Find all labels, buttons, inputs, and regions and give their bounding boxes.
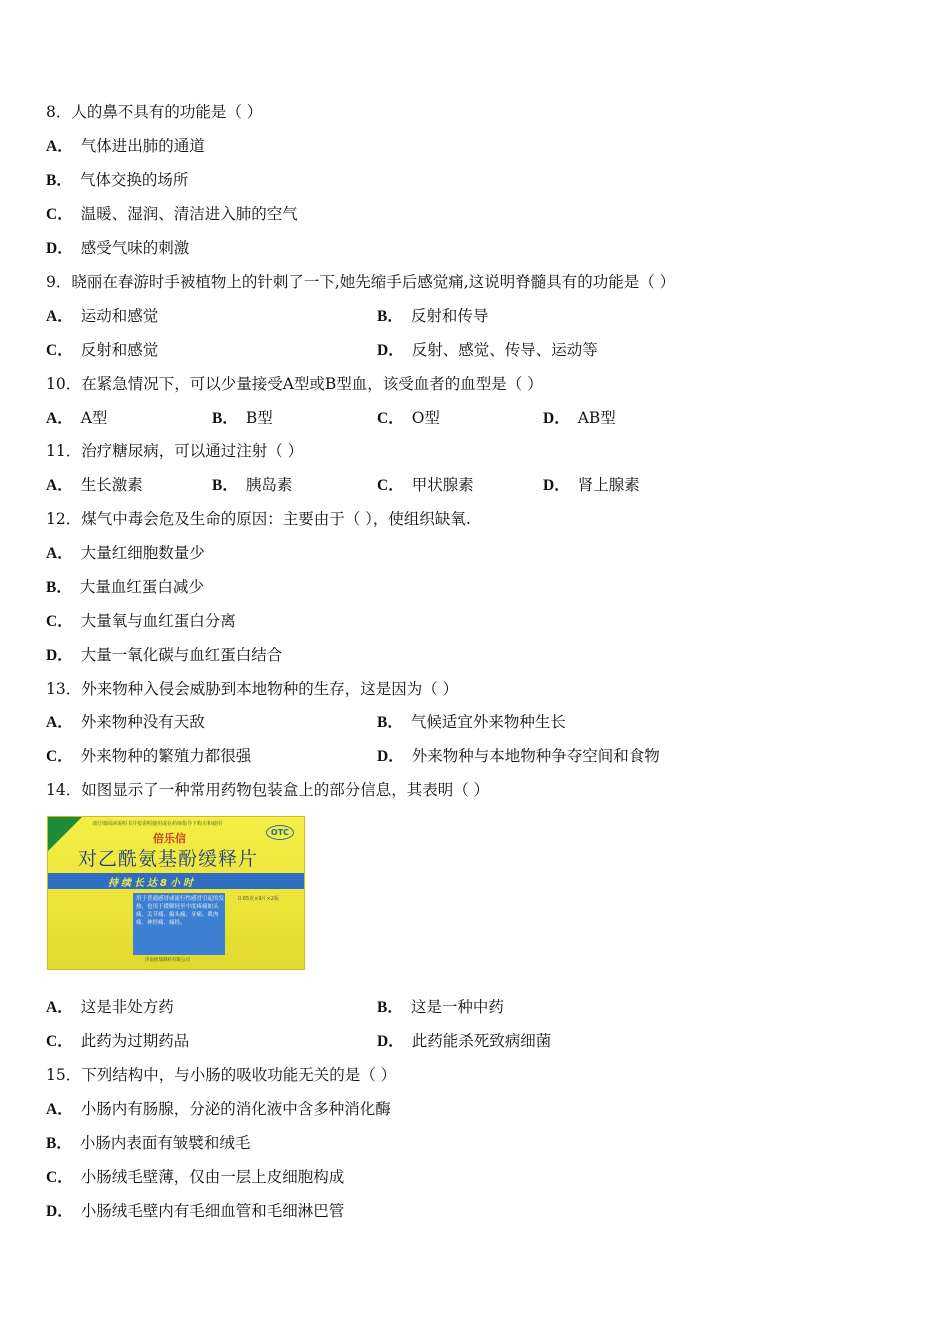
q14-option-c[interactable] (46, 1031, 189, 1052)
option-label: D． (543, 410, 570, 427)
option-text: 甲状腺素 (411, 476, 474, 494)
option-text: 气候适宜外来物种生长 (410, 713, 566, 731)
option-text: 气体进出肺的通道 (80, 137, 205, 155)
box-top-note: 请仔细阅读说明书并按说明使用或在药师指导下购买和使用 (92, 821, 223, 827)
q9-options-row-2 (46, 340, 846, 360)
q9-options-row-1 (46, 306, 846, 326)
option-label: C． (46, 1169, 73, 1186)
option-text: 大量血红蛋白减少 (79, 578, 204, 596)
option-label: A． (46, 410, 73, 427)
question-8-stem: 8．人的鼻不具有的功能是（ ） (46, 103, 263, 121)
question-13-stem: 13．外来物种入侵会威胁到本地物种的生存，这是因为（ ） (46, 680, 459, 698)
option-label: D． (543, 477, 570, 494)
q13-option-c[interactable] (46, 746, 251, 767)
q15-option-a[interactable] (46, 1099, 391, 1120)
option-label: B． (212, 410, 238, 427)
q13-options-row-2 (46, 746, 846, 766)
option-label: C． (46, 1033, 73, 1050)
box-maker: 济南恒瑞制药有限公司 (145, 958, 190, 963)
q13-options-row-1 (46, 712, 846, 732)
q10-option-d[interactable] (543, 408, 616, 429)
option-text: 小肠内有肠腺，分泌的消化液中含多种消化酶 (80, 1100, 391, 1118)
option-text: 外来物种的繁殖力都很强 (80, 747, 252, 765)
q13-option-b[interactable] (377, 712, 566, 733)
option-text: 胰岛素 (245, 476, 293, 494)
option-label: C． (377, 410, 404, 427)
q12-option-c[interactable] (46, 611, 236, 632)
question-10-stem: 10．在紧急情况下，可以少量接受A型或B型血，该受血者的血型是（ ） (46, 375, 543, 393)
green-corner-shape (48, 817, 82, 851)
option-text: 肾上腺素 (577, 476, 640, 494)
q14-options-row-2 (46, 1031, 846, 1051)
option-label: B． (46, 579, 72, 596)
q13-option-a[interactable] (46, 712, 205, 733)
option-label: A． (46, 714, 73, 731)
option-text: 外来物种与本地物种争夺空间和食物 (411, 747, 660, 765)
option-label: B． (212, 477, 238, 494)
option-label: C． (46, 342, 73, 359)
q14-options-row-1 (46, 997, 846, 1017)
box-spec: 0.65克×9片×2板 (238, 896, 279, 902)
option-label: B． (377, 308, 403, 325)
box-panel-text: 用于普通感冒或流行性感冒引起的发热，也用于缓解轻至中度疼痛如头痛、关节痛、偏头痛、牙痛、肌肉痛、神经痛、痛经。 (136, 896, 225, 926)
option-label: A． (46, 308, 73, 325)
option-label: B． (46, 172, 72, 189)
q9-option-d[interactable] (377, 340, 598, 361)
option-text: AB型 (577, 409, 616, 427)
option-label: A． (46, 138, 73, 155)
otc-badge: OTC (266, 825, 294, 840)
q10-option-a[interactable] (46, 408, 107, 429)
option-text: 小肠内表面有皱襞和绒毛 (79, 1134, 251, 1152)
option-label: D． (377, 342, 404, 359)
q8-option-d[interactable] (46, 238, 189, 259)
q15-option-b[interactable] (46, 1133, 250, 1154)
q8-option-a[interactable] (46, 136, 205, 157)
medicine-box-image (47, 816, 305, 970)
option-text: 小肠绒毛壁薄，仅由一层上皮细胞构成 (80, 1168, 345, 1186)
q11-option-c[interactable] (377, 475, 474, 496)
option-text: O型 (411, 409, 440, 427)
q13-option-d[interactable] (377, 746, 660, 767)
option-text: 感受气味的刺激 (80, 239, 190, 257)
q12-option-d[interactable] (46, 645, 282, 666)
q11-option-b[interactable] (212, 475, 292, 496)
option-text: 大量红细胞数量少 (80, 544, 205, 562)
q15-option-d[interactable] (46, 1201, 344, 1222)
option-label: A． (46, 1101, 73, 1118)
q8-option-c[interactable] (46, 204, 298, 225)
q14-option-b[interactable] (377, 997, 504, 1018)
q9-option-a[interactable] (46, 306, 158, 327)
option-text: 温暖、湿润、清洁进入肺的空气 (80, 205, 298, 223)
q12-option-b[interactable] (46, 577, 204, 598)
option-text: 这是一种中药 (410, 998, 504, 1016)
box-brand: 倍乐信 (153, 832, 186, 845)
option-text: 反射和感觉 (80, 341, 159, 359)
option-label: A． (46, 999, 73, 1016)
box-drug-name: 对乙酰氨基酚缓释片 (78, 848, 259, 870)
q10-option-c[interactable] (377, 408, 440, 429)
question-12-stem: 12．煤气中毒会危及生命的原因：主要由于（ ），使组织缺氧. (46, 510, 471, 528)
q9-option-c[interactable] (46, 340, 158, 361)
q9-option-b[interactable] (377, 306, 488, 327)
option-text: 反射和传导 (410, 307, 489, 325)
option-label: C． (46, 613, 73, 630)
option-text: 生长激素 (80, 476, 143, 494)
question-11-stem: 11．治疗糖尿病，可以通过注射（ ） (46, 442, 304, 460)
q12-option-a[interactable] (46, 543, 205, 564)
option-text: 大量氧与血红蛋白分离 (80, 612, 236, 630)
option-text: 反射、感觉、传导、运动等 (411, 341, 598, 359)
question-9-stem: 9．晓丽在春游时手被植物上的针刺了一下,她先缩手后感觉痛,这说明脊髓具有的功能是（ ） (46, 273, 676, 291)
box-band-text: 持续长达8小时 (108, 878, 196, 889)
q10-options-row (46, 408, 746, 428)
option-text: B型 (245, 409, 273, 427)
option-text: 运动和感觉 (80, 307, 159, 325)
option-label: D． (377, 1033, 404, 1050)
question-15-stem: 15．下列结构中，与小肠的吸收功能无关的是（ ） (46, 1066, 397, 1084)
question-14-stem: 14．如图显示了一种常用药物包装盒上的部分信息，其表明（ ） (46, 781, 490, 799)
q11-option-d[interactable] (543, 475, 640, 496)
option-label: C． (377, 477, 404, 494)
option-text: 此药能杀死致病细菌 (411, 1032, 552, 1050)
option-text: A型 (80, 409, 108, 427)
q14-option-d[interactable] (377, 1031, 551, 1052)
option-text: 此药为过期药品 (80, 1032, 190, 1050)
q11-options-row (46, 475, 746, 495)
q11-option-a[interactable] (46, 475, 143, 496)
option-label: D． (46, 1203, 73, 1220)
option-label: A． (46, 477, 73, 494)
option-label: B． (377, 714, 403, 731)
option-text: 大量一氧化碳与血红蛋白结合 (80, 646, 283, 664)
option-label: A． (46, 545, 73, 562)
q8-option-b[interactable] (46, 170, 188, 191)
option-label: C． (46, 748, 73, 765)
q14-option-a[interactable] (46, 997, 174, 1018)
option-label: D． (377, 748, 404, 765)
option-label: C． (46, 206, 73, 223)
option-label: D． (46, 647, 73, 664)
q10-option-b[interactable] (212, 408, 273, 429)
option-text: 外来物种没有天敌 (80, 713, 205, 731)
option-label: B． (46, 1135, 72, 1152)
option-text: 小肠绒毛壁内有毛细血管和毛细淋巴管 (80, 1202, 345, 1220)
q15-option-c[interactable] (46, 1167, 344, 1188)
option-label: B． (377, 999, 403, 1016)
option-text: 这是非处方药 (80, 998, 174, 1016)
option-label: D． (46, 240, 73, 257)
option-text: 气体交换的场所 (79, 171, 189, 189)
